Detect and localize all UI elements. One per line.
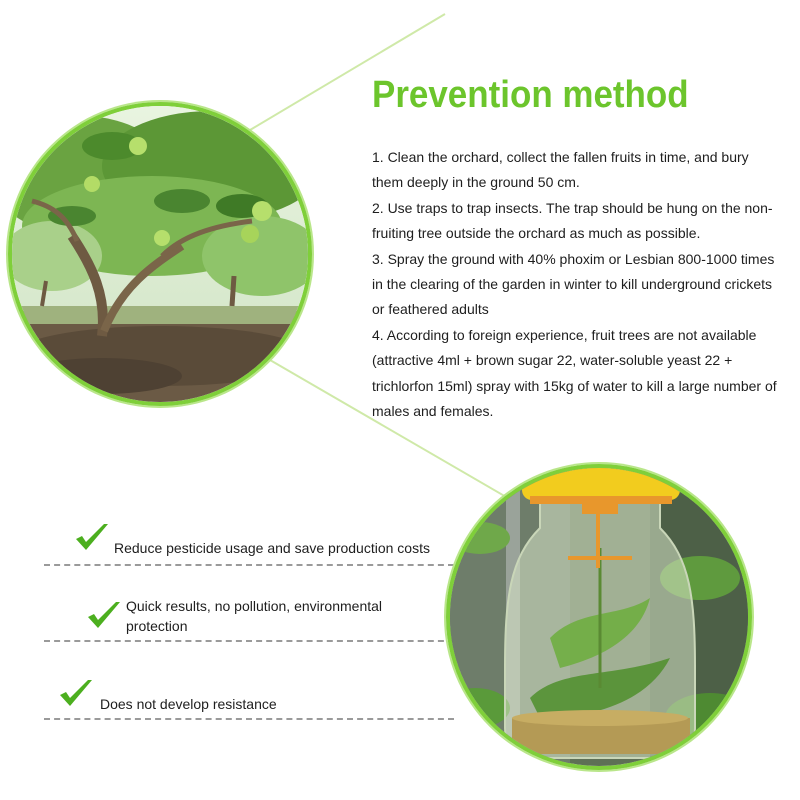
step-item: 4. According to foreign experience, fruit trees are not available (attractive 4ml + brown sugar 22, water-soluble yeast 22 + trichlorfon 15ml) spray with 15kg of water to kill a large number of males and females. (372, 326, 777, 420)
step-item: 3. Spray the ground with 40% phoxim or Lesbian 800-1000 times in the clearing of the garden in winter to kill underground crickets or feathered adults (372, 250, 775, 318)
step-item: 1. Clean the orchard, collect the fallen fruits in time, and bury them deeply in the ground 50 cm. (372, 149, 749, 191)
checkmark-icon (86, 600, 122, 632)
benefit-text: Quick results, no pollution, environmental (126, 598, 383, 614)
prevention-steps (372, 145, 782, 424)
step-item: 2. Use traps to trap insects. The trap should be hung on the non-fruiting tree outside the orchard as much as possible. (372, 199, 773, 242)
orchard-tree-photo (8, 102, 312, 406)
divider (44, 640, 454, 642)
divider (44, 718, 454, 720)
checkmark-icon (74, 522, 110, 554)
insect-trap-jar-photo (446, 464, 752, 770)
benefit-text: Does not develop resistance (100, 696, 277, 712)
benefit-item (74, 520, 454, 568)
divider (44, 564, 454, 566)
page-title: Prevention method (372, 74, 689, 116)
benefit-item (86, 592, 446, 640)
benefit-text-line2: protection (126, 618, 188, 634)
benefit-item (58, 676, 438, 724)
checkmark-icon (58, 678, 94, 710)
benefit-text: Reduce pesticide usage and save production costs (114, 540, 430, 556)
